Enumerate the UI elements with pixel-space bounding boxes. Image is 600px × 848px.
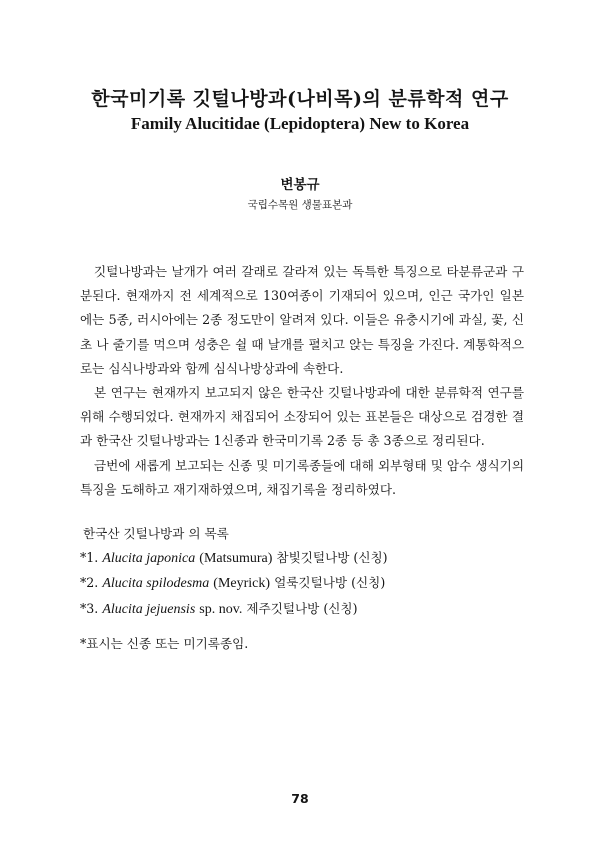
title-korean: 한국미기록 깃털나방과(나비목)의 분류학적 연구 <box>91 88 509 110</box>
paragraph-1: 깃털나방과는 날개가 여러 갈래로 갈라져 있는 독특한 특징으로 타분류군과 구분된다. 현재까지 전 세계적으로 130여종이 기재되어 있으며, 인근 국가인 일본에는 5종, 러시아에는 2종 정도만이 알려져 있다. 이들은 유충시기에 과실, 꽃, 신초 나 줄기를 먹으며 성충은 쉴 때 날개를 펼치고 앉는 특징을 가진다. 계통학적으로는 심식나방과와 함께 심식나방상과에 속한다. <box>80 264 524 376</box>
species-korean-name: 얼룩깃털나방 (신칭) <box>274 575 386 591</box>
species-list <box>80 522 540 622</box>
species-author: (Meyrick) <box>213 576 271 592</box>
species-item-1 <box>80 546 540 571</box>
species-marker: *2. <box>80 575 99 591</box>
species-korean-name: 참빛깃털나방 (신칭) <box>276 550 388 566</box>
footnote: *표시는 신종 또는 미기록종임. <box>80 636 249 651</box>
author-affiliation: 국립수목원 생물표본과 <box>247 199 353 211</box>
species-list-heading: 한국산 깃털나방과 의 목록 <box>83 526 229 541</box>
species-scientific-name: Alucita spilodesma <box>102 576 210 592</box>
species-author: (Matsumura) <box>199 551 273 567</box>
species-item-2 <box>80 571 540 596</box>
paragraph-2: 본 연구는 현재까지 보고되지 않은 한국산 깃털나방과에 대한 분류학적 연구를 위해 수행되었다. 현재까지 채집되어 소장되어 있는 표본들은 대상으로 검경한 결과 한국산 깃털나방과는 1신종과 한국미기록 2종 등 총 3종으로 정리된다. <box>80 385 524 449</box>
species-item-3 <box>80 597 540 622</box>
abstract-body <box>80 260 524 502</box>
species-korean-name: 제주깃털나방 (신칭) <box>246 600 358 616</box>
author-name: 변봉규 <box>280 177 320 193</box>
page-number: 78 <box>291 791 309 806</box>
species-marker: *1. <box>80 550 99 566</box>
species-scientific-name: Alucita japonica <box>102 551 196 567</box>
species-marker: *3. <box>80 600 99 616</box>
title-english: Family Alucitidae (Lepidoptera) New to Korea <box>130 114 470 133</box>
species-scientific-name: Alucita jejuensis <box>102 601 196 617</box>
species-author: sp. nov. <box>199 601 243 617</box>
paragraph-3: 금번에 새롭게 보고되는 신종 및 미기록종들에 대해 외부형태 및 암수 생식기의 특징을 도해하고 재기재하였으며, 채집기록을 정리하였다. <box>80 457 524 497</box>
